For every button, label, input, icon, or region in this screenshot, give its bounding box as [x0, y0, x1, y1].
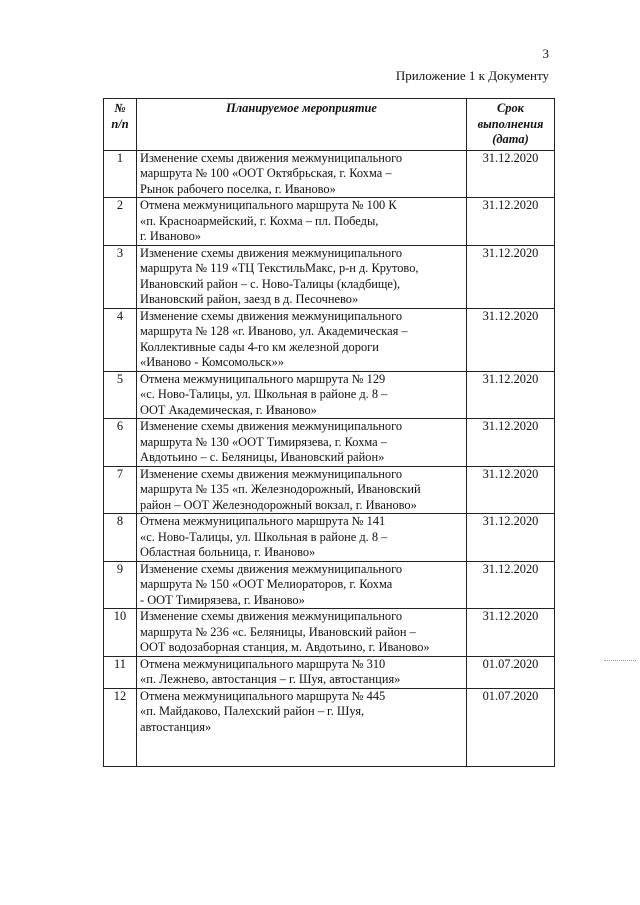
measure-line: Отмена межмуниципального маршрута № 310: [140, 656, 386, 671]
measure-line: Областная больница, г. Иваново»: [140, 545, 316, 559]
measure-line: маршрута № 130 «ООТ Тимирязева, г. Кохма –: [140, 434, 387, 449]
row-number: 2: [104, 198, 137, 246]
scan-artifact: [604, 660, 636, 662]
header-line: №: [114, 101, 126, 115]
measure-line: Рынок рабочего поселка, г. Иваново»: [140, 181, 336, 196]
table-row: [104, 514, 555, 562]
measure-line: - ООТ Тимирязева, г. Иваново»: [140, 592, 305, 607]
measure-line: маршрута № 236 «с. Беляницы, Ивановский район –: [140, 624, 416, 639]
table-row: [104, 656, 555, 688]
row-deadline: 31.12.2020: [467, 198, 555, 246]
measure-line: Изменение схемы движения межмуниципального: [140, 419, 403, 433]
header-deadline: [467, 99, 555, 151]
row-number: 6: [104, 419, 137, 467]
measure-line: маршрута № 150 «ООТ Мелиораторов, г. Кохма: [140, 577, 393, 591]
row-measure: [137, 656, 467, 688]
measure-line: район – ООТ Железнодорожный вокзал, г. Иваново»: [140, 497, 417, 512]
row-measure: [137, 150, 467, 198]
row-number: 9: [104, 561, 137, 609]
row-measure: [137, 466, 467, 514]
table-header-row: [104, 99, 555, 151]
measure-line: маршрута № 119 «ТЦ ТекстильМакс, р-н д. Крутово,: [140, 261, 419, 275]
measure-line: автостанция»: [140, 719, 212, 734]
measures-table: [103, 98, 555, 767]
row-measure: [137, 561, 467, 609]
measure-line: ООТ водозаборная станция, м. Авдотьино, г. Иваново»: [140, 640, 430, 654]
header-measure: [137, 99, 467, 151]
row-deadline: 31.12.2020: [467, 466, 555, 514]
measure-line: «Иваново - Комсомольск»»: [140, 355, 284, 369]
row-number: 7: [104, 466, 137, 514]
measure-line: Отмена межмуниципального маршрута № 445: [140, 688, 386, 703]
row-measure: [137, 198, 467, 246]
row-deadline: 31.12.2020: [467, 514, 555, 562]
measure-line: маршрута № 100 «ООТ Октябрьская, г. Кохма –: [140, 166, 392, 180]
table-row: [104, 688, 555, 766]
measure-line: Изменение схемы движения межмуниципального: [140, 308, 403, 323]
row-number: 1: [104, 150, 137, 198]
measure-line: г. Иваново»: [140, 229, 201, 243]
row-measure: [137, 419, 467, 467]
row-deadline: 31.12.2020: [467, 609, 555, 657]
header-line: (дата): [492, 132, 529, 146]
row-deadline: 31.12.2020: [467, 150, 555, 198]
table-row: [104, 198, 555, 246]
table-row: [104, 245, 555, 308]
row-number: 12: [104, 688, 137, 766]
row-deadline: 31.12.2020: [467, 308, 555, 371]
row-number: 3: [104, 245, 137, 308]
measure-line: Изменение схемы движения межмуниципального: [140, 245, 403, 260]
measure-line: Изменение схемы движения межмуниципального: [140, 150, 403, 165]
row-measure: [137, 688, 467, 766]
table-row: [104, 466, 555, 514]
table-row: [104, 371, 555, 419]
table-row: [104, 561, 555, 609]
measure-line: Изменение схемы движения межмуниципального: [140, 466, 403, 481]
row-deadline: 31.12.2020: [467, 419, 555, 467]
table-row: [104, 419, 555, 467]
measure-line: Отмена межмуниципального маршрута № 141: [140, 514, 386, 528]
table-row: [104, 150, 555, 198]
header-line: Срок: [497, 101, 524, 115]
header-line: Планируемое мероприятие: [226, 101, 377, 115]
row-deadline: 01.07.2020: [467, 688, 555, 766]
measure-line: Ивановский район, заезд в д. Песочнево»: [140, 292, 359, 306]
row-number: 11: [104, 656, 137, 688]
row-number: 5: [104, 371, 137, 419]
row-measure: [137, 371, 467, 419]
measure-line: маршрута № 128 «г. Иваново, ул. Академическая –: [140, 324, 408, 338]
measure-line: «п. Красноармейский, г. Кохма – пл. Победы,: [140, 213, 379, 228]
appendix-title: Приложение 1 к Документу: [395, 68, 549, 83]
measure-line: «с. Ново-Талицы, ул. Школьная в районе д. 8 –: [140, 387, 388, 401]
measure-line: Отмена межмуниципального маршрута № 100 К: [140, 198, 397, 212]
row-number: 4: [104, 308, 137, 371]
row-deadline: 31.12.2020: [467, 371, 555, 419]
measure-line: «п. Лежнево, автостанция – г. Шуя, автостанция»: [140, 672, 401, 686]
row-measure: [137, 308, 467, 371]
header-number: [104, 99, 137, 151]
measure-line: ООТ Академическая, г. Иваново»: [140, 402, 317, 417]
measure-line: «п. Майдаково, Палехский район – г. Шуя,: [140, 704, 365, 718]
measure-line: Изменение схемы движения межмуниципального: [140, 609, 403, 623]
table-row: [104, 308, 555, 371]
row-number: 8: [104, 514, 137, 562]
page-number: 3: [542, 46, 549, 61]
table-row: [104, 609, 555, 657]
header-line: выполнения: [477, 116, 544, 131]
measure-line: Изменение схемы движения межмуниципального: [140, 561, 403, 576]
measure-line: Коллективные сады 4-го км железной дороги: [140, 339, 379, 354]
measure-line: маршрута № 135 «п. Железнодорожный, Ивановский: [140, 482, 421, 496]
measure-line: Отмена межмуниципального маршрута № 129: [140, 371, 386, 386]
measure-line: Авдотьино – с. Беляницы, Ивановский район»: [140, 450, 385, 464]
row-deadline: 31.12.2020: [467, 561, 555, 609]
row-measure: [137, 609, 467, 657]
row-measure: [137, 514, 467, 562]
measure-line: Ивановский район – с. Ново-Талицы (кладбище),: [140, 276, 401, 291]
row-deadline: 31.12.2020: [467, 245, 555, 308]
row-measure: [137, 245, 467, 308]
header-line: п/п: [111, 116, 129, 131]
measure-line: «с. Ново-Талицы, ул. Школьная в районе д. 8 –: [140, 529, 388, 544]
row-deadline: 01.07.2020: [467, 656, 555, 688]
row-number: 10: [104, 609, 137, 657]
